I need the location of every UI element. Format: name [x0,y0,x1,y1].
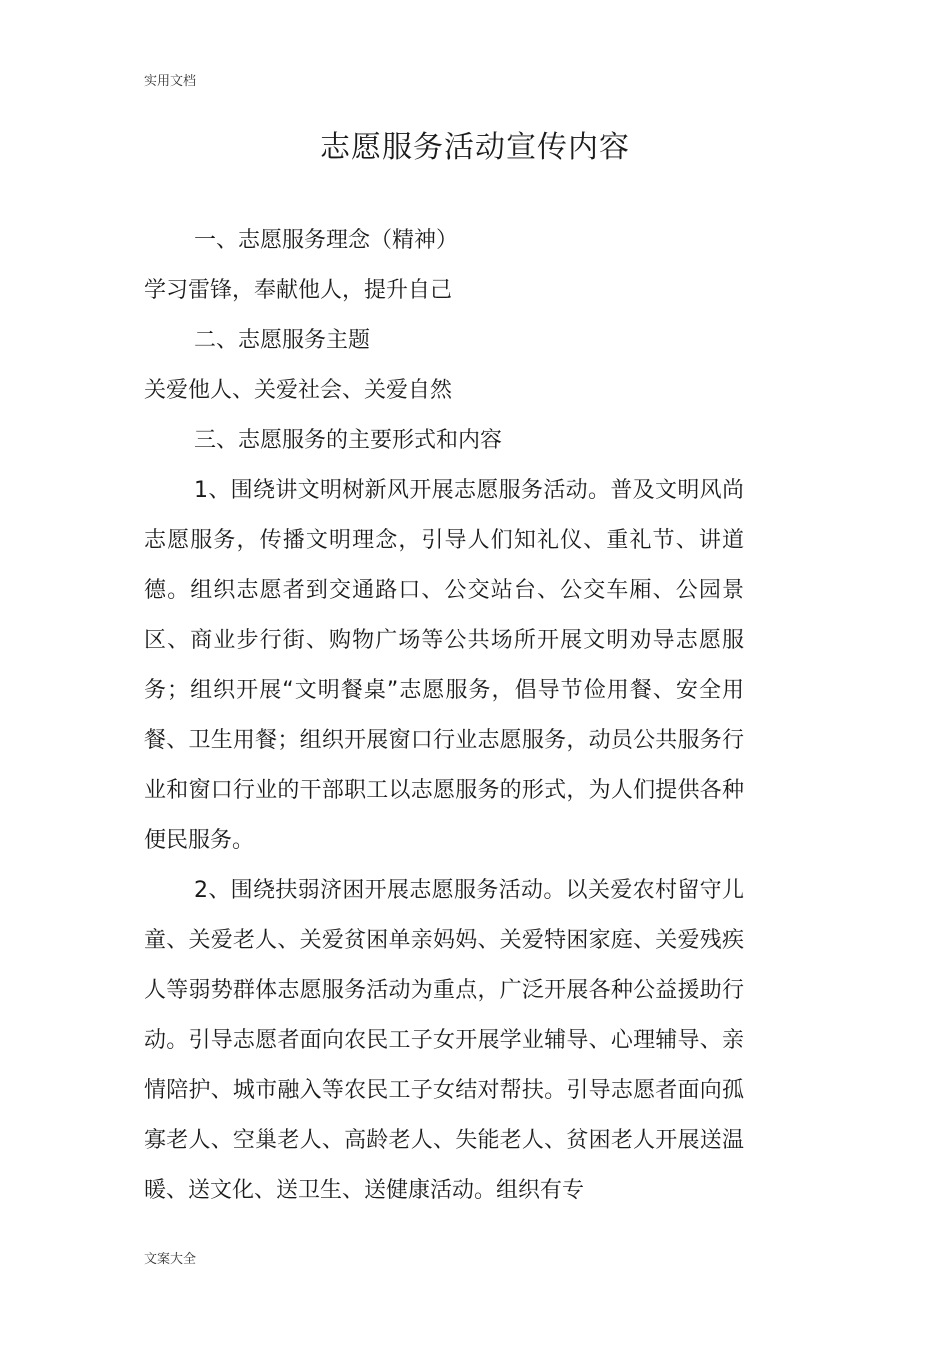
section-1-heading: 一、志愿服务理念（精神） [194,228,459,253]
document-body [144,216,744,1216]
section-2-text: 关爱他人、关爱社会、关爱自然 [144,378,453,403]
document-title: 志愿服务活动宣传内容 [320,130,630,165]
section-1-text: 学习雷锋，奉献他人，提升自己 [144,278,453,303]
section-2-heading: 二、志愿服务主题 [194,328,371,353]
paragraph-2: 2、围绕扶弱济困开展志愿服务活动。以关爱农村留守儿童、关爱老人、关爱贫困单亲妈妈、关爱特困家庭、关爱残疾人等弱势群体志愿服务活动为重点，广泛开展各种公益援助行动。引导志愿者面向农民工子女开展学业辅导、心理辅导、亲情陪护、城市融入等农民工子女结对帮扶。引导志愿者面向孤寡老人、空巢老人、高龄老人、失能老人、贫困老人开展送温暖、送文化、送卫生、送健康活动。组织有专 [144,878,744,1203]
paragraph-1: 1、围绕讲文明树新风开展志愿服务活动。普及文明风尚志愿服务，传播文明理念，引导人们知礼仪、重礼节、讲道德。组织志愿者到交通路口、公交站台、公交车厢、公园景区、商业步行街、购物广场等公共场所开展文明劝导志愿服务；组织开展“文明餐桌”志愿服务，倡导节俭用餐、安全用餐、卫生用餐；组织开展窗口行业志愿服务，动员公共服务行业和窗口行业的干部职工以志愿服务的形式，为人们提供各种便民服务。 [144,478,744,853]
section-3-heading: 三、志愿服务的主要形式和内容 [194,428,503,453]
footer-note: 文案大全 [144,1252,197,1267]
header-note: 实用文档 [144,74,197,89]
